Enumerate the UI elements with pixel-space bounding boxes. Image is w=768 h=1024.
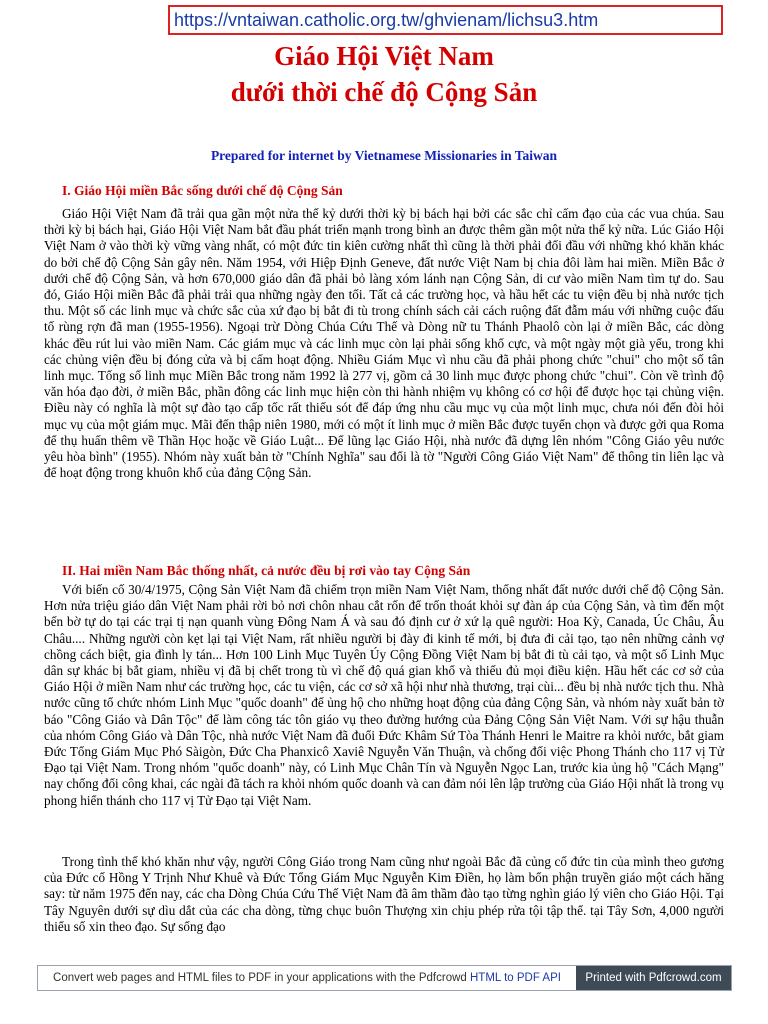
section2-paragraph1: Với biến cố 30/4/1975, Cộng Sản Việt Nam đã chiếm trọn miền Nam Việt Nam, thống nhất đất nước dưới chế độ Cộng Sản. Hơn nửa triệu giáo dân Việt Nam phải rời bỏ nơi chôn nhau cắt rốn để trốn thoát khỏi sự đàn áp của Cộng Sản, và tìm đến một bến bờ tự do tại các trại tị nạn quanh vùng Đông Nam Á và sau đó định cư ở xứ lạ quê người: Hoa Kỳ, Canada, Úc Châu, Âu Châu.... Những người còn kẹt lại tại Việt Nam, rất nhiều người bị đày đi kinh tế mới, bị đưa đi cải tạo, tạo nên những cảnh vợ chồng cách biệt, gia đình ly tán... Hơn 100 Linh Mục Tuyên Úy Cộng Đồng Việt Nam bị bắt đi tù cải tạo, và một số Linh Mục dân sự khác bị bắt giam, nhiều vị đã bị chết trong tù vì chế độ quá gian khổ và thiếu đủ mọi điều kiện. Hầu hết các cơ sở của Giáo Hội ở miền Nam như các trường học, các tu viện, các cơ sở xã hội như nhà thương, trại cùi... đều bị nhà nước tịch thu. Nhà nước cũng tổ chức nhóm Linh Mục "quốc doanh" để ủng hộ cho những hoạt động của đảng Cộng Sản, và nhóm này xuất bản tờ báo "Công Giáo và Dân Tộc" để làm công tác tôn giáo vụ theo đường hướng của Đảng Cộng Sản Việt Nam. Với sự hậu thuẫn của nhóm Công Giáo và Dân Tộc, nhà nước Việt Nam đã đuổi Đức Khâm Sứ Tòa Thánh Henri le Maitre ra khỏi nước, bắt giam Đức Tổng Giám Mục Phó Sàigòn, Đức Cha Phanxicô Xaviê Nguyễn Văn Thuận, và chống đối việc Phong Thánh cho 117 vị Tử Đạo tại Việt Nam. Trong nhóm "quốc doanh" này, có Linh Mục Chân Tín và Nguyễn Ngọc Lan, trước kia ủng hộ "Cách Mạng" nay chống đối công khai, các ngài đã tách ra khỏi nhóm quốc doanh và can đảm nói lên lập trường của Giáo Hội nhất là trong vụ phong hiển thánh cho 117 vị Tử Đạo tại Việt Nam.	[44, 582, 724, 808]
section1-heading: I. Giáo Hội miền Bắc sống dưới chế độ Cộng Sản	[62, 183, 343, 198]
printed-with-pdfcrowd-button[interactable]: Printed with Pdfcrowd.com	[576, 966, 731, 990]
section1-paragraph: Giáo Hội Việt Nam đã trải qua gần một nửa thế kỷ dưới thời kỳ bị bách hại bởi các sắc chỉ cấm đạo của các vua chúa. Sau thời kỳ bị bách hại, Giáo Hội Việt Nam bắt đầu phát triển mạnh trong bình an được thêm gần một nửa thế kỷ nữa. Lúc Giáo Hội Việt Nam ở vào thời kỳ vững vàng nhất, có một đức tin kiên cường nhất thì cũng là thời phải đối đầu với những khó khăn khác do bởi chế độ Cộng Sản gây nên. Năm 1954, với Hiệp Định Geneve, đất nước Việt Nam bị chia đôi làm hai miền. Miền Bắc ở dưới chế độ Cộng Sản, và hơn 670,000 giáo dân đã phải bỏ làng xóm lánh nạn Cộng Sản, di cư vào miền Nam tìm tự do. Sau đó, Giáo Hội miền Bắc đã phải trải qua những ngày đen tối. Tất cả các trường học, và hầu hết các tu viện đều bị nhà nước tịch thu. Một số các linh mục và chức sắc của xứ đạo bị bắt đi tù trong chính sách cải cách ruộng đất đẫm máu với những cuộc đấu tố rùng rợn đã man (1955-1956). Ngoại trừ Dòng Chúa Cứu Thế và Dòng nữ tu Thánh Phaolô còn lại ở miền Bắc, các dòng khác đều rút lui vào miền Nam. Các giám mục và các linh mục còn lại phải sống khổ cực, và một ngày một già yếu, trong khi các chủng viện đều bị đóng cửa và bị cấm hoạt động. Nhiều Giám Mục vì nhu cầu đã phải phong chức "chui" cho một số tân linh mục. Tổng số linh mục Miền Bắc trong năm 1992 là 277 vị, gồm cả 30 linh mục được phong chức "chui". Còn về trình độ văn hóa đạo đời, ở miền Bắc, phần đông các linh mục hiện còn thi hành nhiệm vụ không có cơ hội để được học tại chủng viện. Điều này có nghĩa là một sự đào tạo cấp tốc rất thiếu sót để đáp ứng nhu cầu mục vụ của một linh mục, chưa nói đến đòi hỏi mục vụ của một giám mục. Mãi đến thập niên 1980, mới có một ít linh mục ở miền Bắc được tuyển chọn và được gởi qua Roma để thụ huấn thêm về Thần Học hoặc về Giáo Luật... Để lũng lạc Giáo Hội, nhà nước đã dựng lên nhóm "Công Giáo yêu nước yêu hòa bình" (1955). Nhóm này xuất bản tờ "Chính Nghĩa" sau đổi là tờ "Người Công Giáo Việt Nam" để thông tin liên lạc và để hoạt động trong khuôn khổ của đảng Cộng Sản.	[44, 206, 724, 481]
page-title-line1: Giáo Hội Việt Nam	[274, 41, 494, 71]
page-title-line2: dưới thời chế độ Cộng Sản	[230, 77, 538, 107]
footer-promo-text: Convert web pages and HTML files to PDF in your applications with the Pdfcrowd	[53, 972, 470, 984]
section2-paragraph2: Trong tình thế khó khăn như vậy, người Công Giáo trong Nam cũng như ngoài Bắc đã củng cố đức tin của mình theo gương của Đức cố Hồng Y Trịnh Như Khuê và Đức Tổng Giám Mục Nguyễn Kim Điền, họ làm bổn phận truyền giáo một cách hăng say: từ năm 1975 đến nay, các cha Dòng Chúa Cứu Thế Việt Nam đã âm thầm đào tạo từng nghìn giáo lý viên cho Giáo Hội. Tại Tây Nguyên dưới sự dìu dắt của các cha dòng, từng chục buôn Thượng xin chịu phép rửa tội tập thể. tại Tây Sơn, 4,000 người thiểu số xin theo đạo. Sự sống đạo	[44, 854, 724, 934]
footer-promo	[38, 966, 576, 990]
source-url-link[interactable]: https://vntaiwan.catholic.org.tw/ghvienam/lichsu3.htm	[168, 5, 723, 35]
section2-heading: II. Hai miền Nam Bắc thống nhất, cả nước đều bị rơi vào tay Cộng Sản	[62, 563, 471, 578]
prepared-by-text: Prepared for internet by Vietnamese Missionaries in Taiwan	[210, 148, 558, 163]
pdfcrowd-footer-bar	[37, 965, 732, 991]
html-to-pdf-api-link[interactable]: HTML to PDF API	[470, 972, 561, 984]
